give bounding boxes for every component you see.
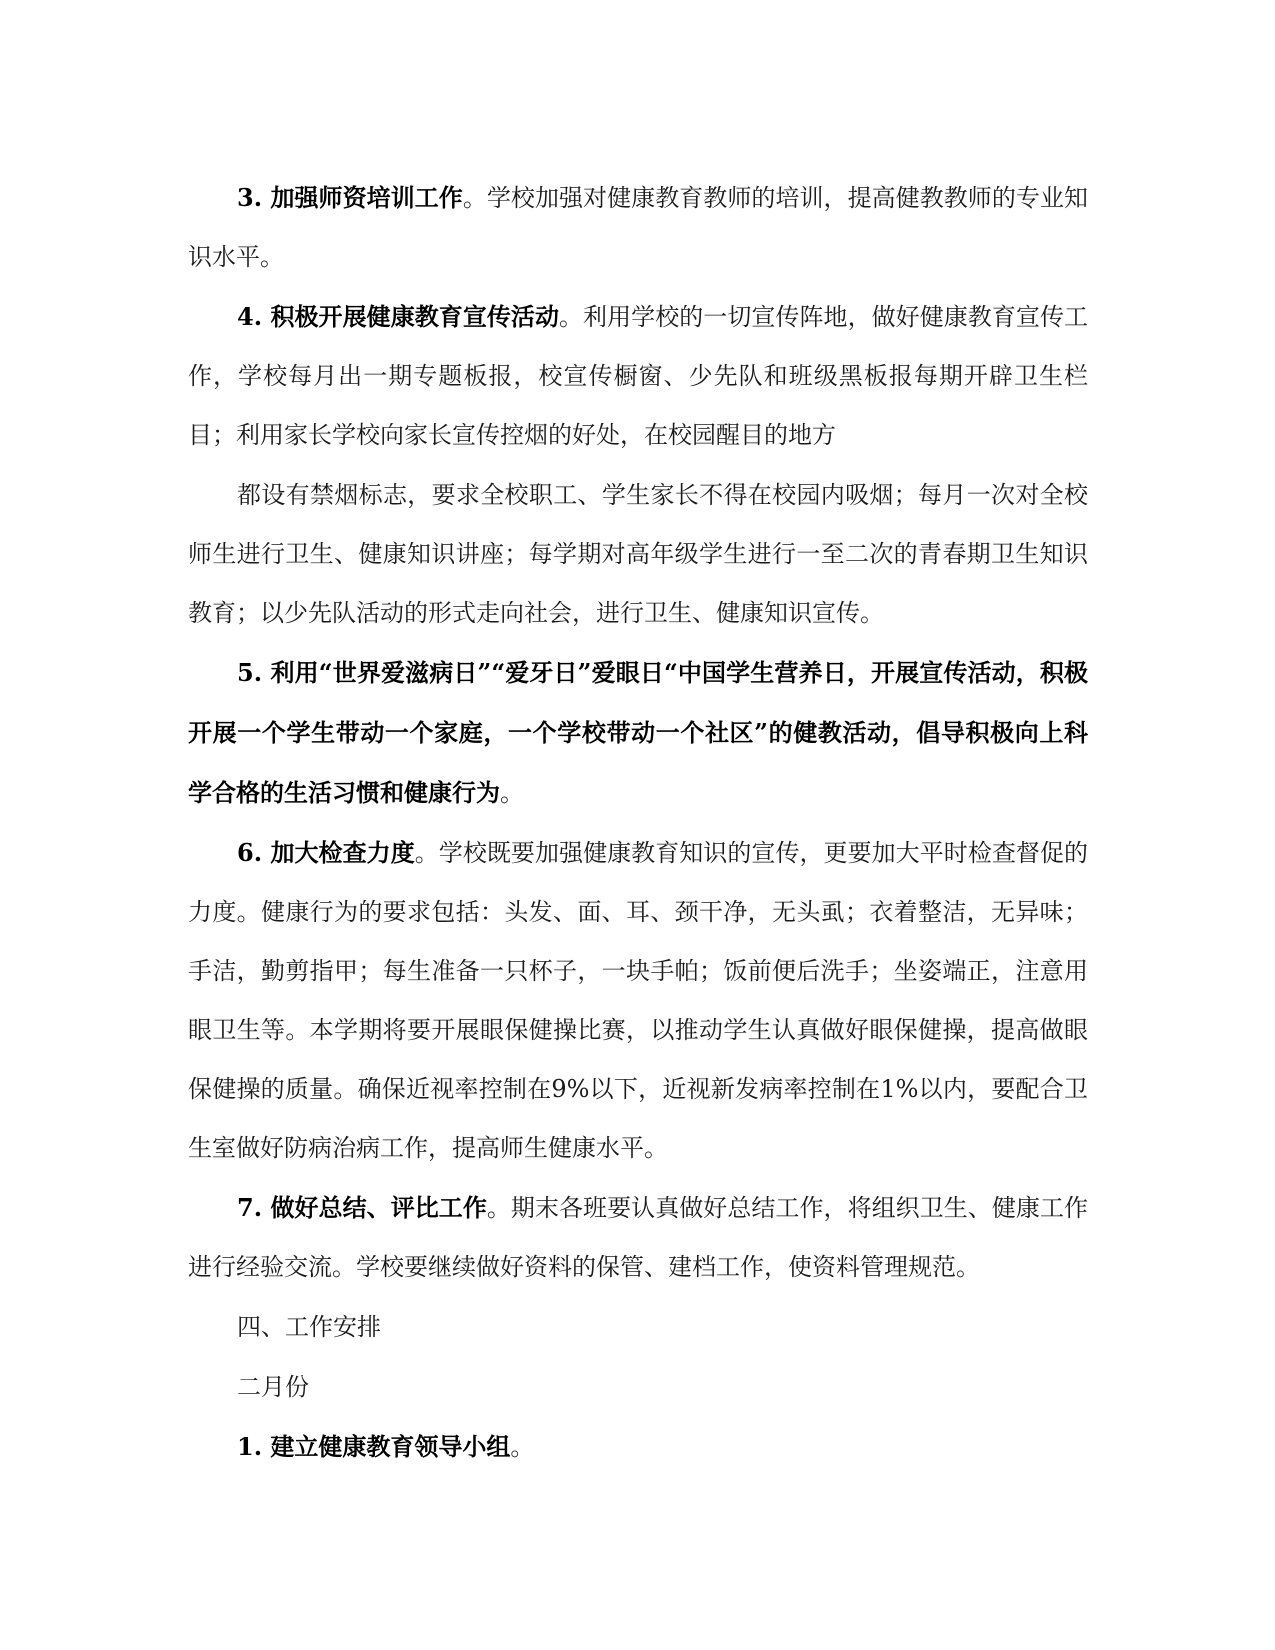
paragraph-health-days bbox=[188, 643, 1088, 823]
paragraph-body: 。 bbox=[500, 779, 524, 807]
month-heading-february bbox=[188, 1357, 1088, 1417]
paragraph-body: 。学校加强对健康教育教师的培训，提高健教教师的专业知识水平。 bbox=[188, 184, 1088, 271]
document-page bbox=[188, 168, 1088, 1477]
paragraph-leadership-group bbox=[188, 1417, 1088, 1477]
paragraph-body: 。学校既要加强健康教育知识的宣传，更要加大平时检查督促的力度。健康行为的要求包括：头发、面、耳、颈干净，无头虱；衣着整洁，无异味；手洁，勤剪指甲；每生准备一只杯子，一块手帕；饭前便后洗手；坐姿端正，注意用眼卫生等。本学期将要开展眼保健操比赛，以推动学生认真做好眼保健操，提高做眼保健操的质量。确保近视率控制在9%以下，近视新发病率控制在1%以内，要配合卫生室做好防病治病工作，提高师生健康水平。 bbox=[188, 839, 1089, 1162]
paragraph-heading: 1. 建立健康教育领导小组 bbox=[237, 1432, 511, 1461]
paragraph-body: 。期末各班要认真做好总结工作，将组织卫生、健康工作进行经验交流。学校要继续做好资料的保管、建档工作，使资料管理规范。 bbox=[188, 1194, 1088, 1281]
paragraph-no-smoking bbox=[188, 465, 1088, 643]
paragraph-body: 。 bbox=[510, 1433, 535, 1461]
paragraph-heading: 5. 利用“世界爱滋病日”“爱牙日”爱眼日“中国学生营养日，开展宣传活动，积极开展一个学生带动一个家庭，一个学校带动一个社区”的健教活动，倡导积极向上科学合格的生活习惯和健康行为 bbox=[188, 658, 1088, 807]
paragraph-publicity-activities bbox=[188, 287, 1088, 465]
paragraph-heading: 3. 加强师资培训工作 bbox=[237, 183, 463, 212]
paragraph-teacher-training bbox=[188, 168, 1088, 287]
paragraph-inspection bbox=[188, 823, 1088, 1178]
section-heading-work-schedule bbox=[188, 1297, 1088, 1357]
paragraph-body: 都设有禁烟标志，要求全校职工、学生家长不得在校园内吸烟；每月一次对全校师生进行卫生、健康知识讲座；每学期对高年级学生进行一至二次的青春期卫生知识教育；以少先队活动的形式走向社会，进行卫生、健康知识宣传。 bbox=[188, 481, 1088, 627]
paragraph-heading: 6. 加大检查力度 bbox=[237, 838, 415, 867]
paragraph-summary-evaluation bbox=[188, 1178, 1088, 1297]
paragraph-body: 。利用学校的一切宣传阵地，做好健康教育宣传工作，学校每月出一期专题板报，校宣传橱窗、少先队和班级黑板报每期开辟卫生栏目；利用家长学校向家长宣传控烟的好处，在校园醒目的地方 bbox=[188, 303, 1088, 449]
paragraph-heading: 7. 做好总结、评比工作 bbox=[237, 1193, 487, 1222]
paragraph-body: 二月份 bbox=[237, 1373, 309, 1401]
paragraph-heading: 4. 积极开展健康教育宣传活动 bbox=[237, 302, 560, 331]
paragraph-body: 四、工作安排 bbox=[237, 1313, 381, 1341]
